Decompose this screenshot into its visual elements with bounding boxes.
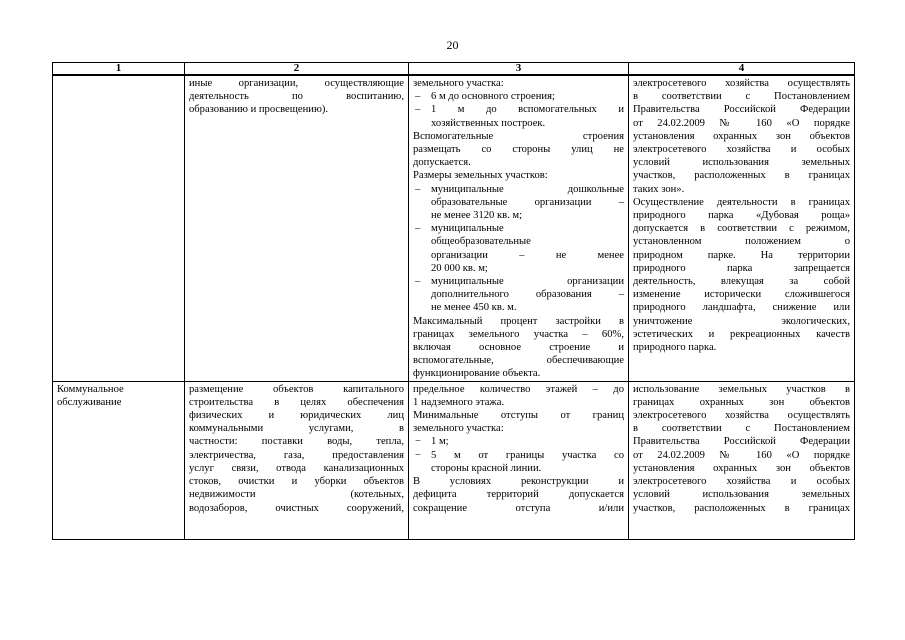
list-item xyxy=(413,103,624,129)
header-cell-3: 3 xyxy=(409,63,629,76)
text-line: водозаборов, очистных сооружений, xyxy=(189,502,404,514)
text-line: границах охранных зон объектов xyxy=(633,396,850,408)
text-line: 1 м до вспомогательных и xyxy=(431,104,624,116)
text-line: условий использования земельных xyxy=(633,157,850,169)
text-line: функционирование объекта. xyxy=(413,368,541,380)
text-line: природного ландшафта, снижение или xyxy=(633,302,850,314)
text-line: муниципальные xyxy=(431,223,504,235)
text-line: Коммунальное xyxy=(57,383,124,395)
text-line: Размеры земельных участков: xyxy=(413,170,548,182)
text-line: сокращение отступа и/или xyxy=(413,502,624,514)
dash-marker: – xyxy=(415,183,421,195)
text-line: в соответствии с Постановлением xyxy=(633,423,850,435)
text-line: использование земельных участков в xyxy=(633,383,850,395)
row1-col4 xyxy=(629,75,855,381)
text-line: обслуживание xyxy=(57,396,122,408)
text-line: допускается. xyxy=(413,157,471,169)
text-line: стороны красной линии. xyxy=(431,462,542,474)
row1-col1 xyxy=(53,75,185,381)
text-line: коммунальными услугами, в xyxy=(189,423,404,435)
dash-marker: – xyxy=(415,104,421,116)
row2-col1 xyxy=(53,381,185,539)
text-line: стоков, очистки и уборки объектов xyxy=(189,476,404,488)
text-line: 1 м; xyxy=(431,436,449,448)
text-line: размещать со стороны улиц не xyxy=(413,144,624,156)
text-line: таких зон». xyxy=(633,183,685,195)
text-line: электросетевого хозяйства осуществлять xyxy=(633,410,850,422)
row2-col4 xyxy=(629,381,855,539)
text-line: природного парка. xyxy=(633,342,717,354)
text-line: электросетевого хозяйства и особых xyxy=(633,144,850,156)
text-line: услуг связи, отвода канализационных xyxy=(189,462,404,474)
text-line: допускается в соответствии с режимом, xyxy=(633,223,850,235)
text-line: Минимальные отступы от границ xyxy=(413,410,624,422)
text-line: 1 надземного этажа. xyxy=(413,396,505,408)
table-header-row xyxy=(53,63,855,76)
text-line: иные организации, осуществляющие xyxy=(189,78,404,89)
header-cell-4: 4 xyxy=(629,63,855,76)
text-line: вспомогательные, обеспечивающие xyxy=(413,355,624,367)
text-line: предельное количество этажей – до xyxy=(413,383,624,395)
header-cell-2: 2 xyxy=(185,63,409,76)
table-row xyxy=(53,381,855,539)
dash-marker: – xyxy=(415,223,421,235)
text-line: электросетевого хозяйства и особых xyxy=(633,476,850,488)
text-line: земельного участка: xyxy=(413,78,504,89)
text-line: общеобразовательные xyxy=(431,236,531,248)
text-line: хозяйственных построек. xyxy=(431,117,546,129)
text-line: частности: поставки воды, тепла, xyxy=(189,436,404,448)
text-line: от 24.02.2009 № 160 «О порядке xyxy=(633,117,850,129)
cell-clip xyxy=(413,383,624,539)
regulation-table xyxy=(52,62,855,540)
text-line: строительства в целях обеспечения xyxy=(189,396,404,408)
text-line: образовательные организации – xyxy=(431,196,624,208)
row1-col3 xyxy=(409,75,629,381)
text-line: от 24.02.2009 № 160 «О порядке xyxy=(633,449,850,461)
text-line: Осуществление деятельности в границах xyxy=(633,196,850,208)
text-line: участков, расположенных в границах xyxy=(633,502,850,514)
text-line: условий использования земельных xyxy=(633,489,850,501)
text-line: Максимальный процент застройки в xyxy=(413,315,624,327)
text-line: 20 000 кв. м; xyxy=(431,262,488,274)
cell-clip xyxy=(189,383,404,539)
text-line: 5 м от границы участка со xyxy=(431,449,624,461)
text-line: природного парка запрещается xyxy=(633,262,850,274)
row1-col2 xyxy=(185,75,409,381)
text-line: дефицита территорий допускается xyxy=(413,489,624,501)
row2-col2 xyxy=(185,381,409,539)
text-line: дополнительного образования – xyxy=(431,289,624,301)
text-line: размещение объектов капитального xyxy=(189,383,404,395)
text-line: уничтожение экологических, xyxy=(633,315,850,327)
text-line: изменение исторически сложившегося xyxy=(633,289,850,301)
table-row xyxy=(53,75,855,381)
text-line: недвижимости (котельных, xyxy=(189,489,404,501)
list-item xyxy=(413,435,624,448)
list-item xyxy=(413,222,624,275)
dash-marker: – xyxy=(415,276,421,288)
text-line: земельного участка: xyxy=(413,423,504,435)
dash-marker: − xyxy=(415,449,421,461)
cell-clip xyxy=(633,383,850,539)
text-line: муниципальные организации xyxy=(431,276,624,288)
list-item xyxy=(413,183,624,223)
text-line: в соответствии с Постановлением xyxy=(633,91,850,103)
text-line: границах земельного участка – 60%, xyxy=(413,328,624,340)
text-line: участков, расположенных в границах xyxy=(633,170,850,182)
page-number: 20 xyxy=(446,38,459,52)
dash-marker: – xyxy=(415,91,421,103)
text-line: природного парка «Дубовая роща» xyxy=(633,210,850,222)
text-line: деятельность, влекущая за собой xyxy=(633,276,850,288)
text-line: не менее 3120 кв. м; xyxy=(431,210,523,222)
text-line: природном парке. На территории xyxy=(633,249,850,261)
list-item xyxy=(413,90,624,103)
text-line: не менее 450 кв. м. xyxy=(431,302,517,314)
dash-marker: − xyxy=(415,436,421,448)
header-cell-1: 1 xyxy=(53,63,185,76)
text-line: электросетевого хозяйства осуществлять xyxy=(633,78,850,89)
text-line: эстетических и рекреационных качеств xyxy=(633,328,850,340)
text-line: деятельность по воспитанию, xyxy=(189,91,404,103)
text-line: установления охранных зон объектов xyxy=(633,130,850,142)
text-line: физических и юридических лиц xyxy=(189,410,404,422)
text-line: Правительства Российской Федерации xyxy=(633,104,850,116)
list-item xyxy=(413,275,624,315)
text-line: включая основное строение и xyxy=(413,342,624,354)
text-line: организации – не менее xyxy=(431,249,624,261)
text-line: установленном положением о xyxy=(633,236,850,248)
text-line: Правительства Российской Федерации xyxy=(633,436,850,448)
text-line: В условиях реконструкции и xyxy=(413,476,624,488)
row2-col3 xyxy=(409,381,629,539)
text-line: Вспомогательные строения xyxy=(413,130,624,142)
text-line: муниципальные дошкольные xyxy=(431,183,624,195)
text-line: 6 м до основного строения; xyxy=(431,91,555,103)
list-item xyxy=(413,449,624,475)
text-line: установления охранных зон объектов xyxy=(633,462,850,474)
text-line: электричества, газа, предоставления xyxy=(189,449,404,461)
text-line: образованию и просвещению). xyxy=(189,104,329,116)
